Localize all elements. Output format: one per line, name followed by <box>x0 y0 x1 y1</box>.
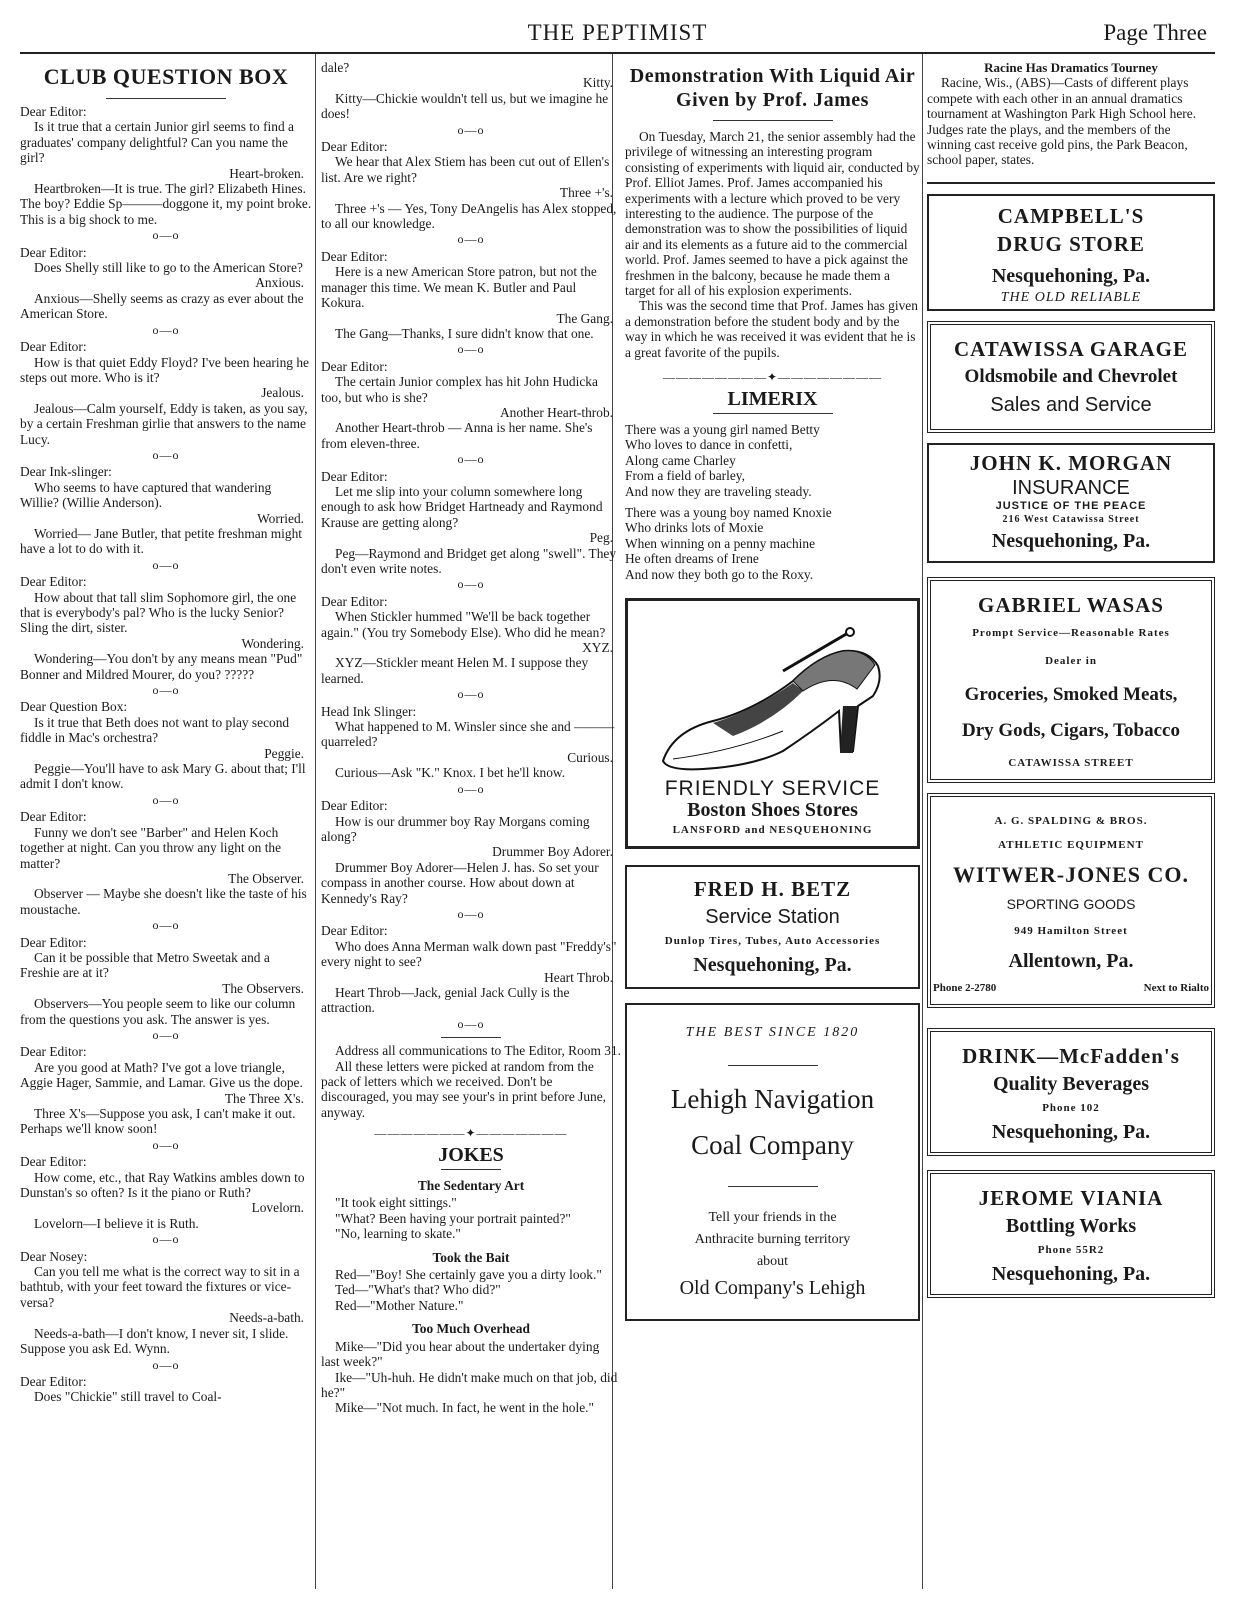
letter-signature: Kitty. <box>582 75 613 91</box>
ad-subtitle: Service Station <box>705 906 840 929</box>
letter-body: Who does Anna Merman walk down past "Freddy's" every night to see? <box>321 938 617 970</box>
ad-business-name: WITWER-JONES CO. <box>952 862 1190 888</box>
letter-salutation: Dear Nosey: <box>20 1248 88 1264</box>
ad-locations: LANSFORD and NESQUEHONING <box>672 823 873 836</box>
letter-body: How about that tall slim Sophomore girl, the one that is everybody's pal? Who is the lucky Senior? Sling the dirt, sister. <box>20 589 297 636</box>
letter-item <box>20 1044 312 1153</box>
limerick-line: Who loves to dance in confetti, <box>625 437 793 453</box>
letter-answer: The Gang—Thanks, I sure didn't know that one. <box>335 325 594 341</box>
joke-line: Red—"Boy! She certainly gave you a dirty look." <box>335 1267 602 1283</box>
letter-signature: Wondering. <box>241 635 304 651</box>
letter-salutation: Dear Editor: <box>321 593 388 609</box>
letter-answer: Anxious—Shelly seems as crazy as ever about the American Store. <box>20 290 304 322</box>
ad-rule <box>728 1186 818 1187</box>
ad-detail: Prompt Service—Reasonable Rates <box>972 627 1170 640</box>
letter-signature: Heart-broken. <box>229 165 304 181</box>
separator: o—o <box>457 577 485 592</box>
ad-store-name: Boston Shoes Stores <box>687 798 858 821</box>
joke-line: "It took eight sittings." <box>335 1195 457 1211</box>
ad-detail: Dunlop Tires, Tubes, Auto Accessories <box>664 935 881 948</box>
ad-slogan: Old Company's Lehigh <box>679 1276 866 1299</box>
letter-body: Can you tell me what is the correct way to sit in a bathtub, with your feet toward the fixtures or vice-versa? <box>20 1264 300 1310</box>
letter-answer: Curious—Ask "K." Knox. I bet he'll know. <box>335 765 566 781</box>
letter-answer: Heartbroken—It is true. The girl? Elizabeth Hines. The boy? Eddie Sp———doggone it, my point broke. This is a big shock to me. <box>20 181 312 227</box>
letter-salutation: Dear Editor: <box>20 244 87 260</box>
letter-salutation: Dear Editor: <box>321 798 388 814</box>
ad-business-name: GABRIEL WASAS <box>978 593 1164 618</box>
letter-item <box>20 245 312 338</box>
letter-body: Funny we don't see "Barber" and Helen Koch together at night. Can you throw any light on the matter? <box>20 824 282 871</box>
letter-salutation: Dear Editor: <box>321 139 388 155</box>
letter-answer: Worried— Jane Butler, that petite freshman might have a lot to do with it. <box>20 525 302 557</box>
heading-rule <box>441 1169 501 1170</box>
letter-body: Does "Chickie" still travel to Coal- <box>34 1389 222 1405</box>
jokes-heading: JOKES <box>438 1143 504 1166</box>
letter-signature: Jealous. <box>261 385 304 401</box>
limerick-line: He often dreams of Irene <box>625 551 759 567</box>
ad-address: 949 Hamilton Street <box>1014 924 1128 937</box>
separator: o—o <box>152 447 180 462</box>
separator-rule <box>441 1037 501 1038</box>
limerick-line: There was a young girl named Betty <box>625 421 820 437</box>
witwer-jones-ad <box>927 793 1215 1008</box>
letter-salutation: Dear Editor: <box>20 1044 87 1060</box>
separator: o—o <box>152 322 180 337</box>
ad-subtitle: INSURANCE <box>1012 477 1130 500</box>
letter-salutation: Dear Editor: <box>20 809 87 825</box>
letter-answer: Lovelorn—I believe it is Ruth. <box>34 1215 199 1231</box>
ad-location: Nesquehoning, Pa. <box>991 530 1151 553</box>
john-morgan-insurance-ad <box>927 443 1215 563</box>
joke-line: Ted—"What's that? Who did?" <box>335 1282 501 1298</box>
ad-company-name: Lehigh Navigation <box>670 1083 875 1114</box>
letter-signature: The Observers. <box>222 980 304 996</box>
ad-products: Dry Gods, Cigars, Tobacco <box>962 720 1180 742</box>
limerix-heading: LIMERIX <box>727 387 818 410</box>
ad-rule <box>728 1065 818 1066</box>
letter-signature: The Observer. <box>228 870 304 886</box>
letter-item <box>321 139 621 248</box>
letter-answer: Kitty—Chickie wouldn't tell us, but we imagine he does! <box>321 90 609 122</box>
news-brief-title: Racine Has Dramatics Tourney <box>984 60 1158 75</box>
letter-signature: Drummer Boy Adorer. <box>492 844 613 860</box>
ad-tagline: THE OLD RELIABLE <box>1000 289 1142 305</box>
joke-line: Mike—"Not much. In fact, he went in the hole." <box>335 1400 594 1416</box>
letter-item <box>321 923 621 1032</box>
catawissa-garage-ad <box>927 321 1215 433</box>
letter-item <box>20 935 312 1044</box>
letter-body: How is our drummer boy Ray Morgans coming along? <box>321 813 590 844</box>
letter-signature: Another Heart-throb. <box>499 404 613 420</box>
letter-salutation: Dear Editor: <box>20 574 87 590</box>
ad-business-name: FRED H. BETZ <box>693 877 852 902</box>
ad-location: Nesquehoning, Pa. <box>693 954 852 977</box>
fred-betz-ad <box>625 865 920 989</box>
separator: o—o <box>152 918 180 933</box>
letter-item <box>20 699 312 808</box>
letter-answer: Another Heart-throb — Anna is her name. She's from eleven-three. <box>321 420 593 451</box>
joke <box>321 1321 621 1415</box>
letter-salutation: Dear Editor: <box>321 468 388 484</box>
joke <box>321 1178 621 1242</box>
ad-location: Allentown, Pa. <box>1008 949 1134 972</box>
letter-body: When Stickler hummed "We'll be back together again." (You try Somebody Else). Who did he mean? <box>321 609 606 640</box>
letter-item <box>321 249 621 358</box>
article-paragraph: This was the second time that Prof. James has given a demonstration before the student body and by the way in which he was received it was evident that he is a great favorite of the pupils. <box>625 298 918 360</box>
ad-phone: Phone 102 <box>1042 1102 1100 1115</box>
letters-list <box>20 104 312 1373</box>
letters-list <box>321 139 621 1032</box>
boston-shoes-ad <box>625 598 920 849</box>
section-heading: CLUB QUESTION BOX <box>43 64 289 89</box>
ads-column <box>927 60 1215 1308</box>
letter-signature: The Gang. <box>556 310 613 326</box>
editor-note: All these letters were picked at random from the pack of letters which we received. Don't be discouraged, you may see your's in print before June, anyway. <box>321 1058 607 1120</box>
letter-body: How come, etc., that Ray Watkins ambles down to Dunstan's so often? Is it the piano or Ruth? <box>20 1169 305 1201</box>
joke-title: The Sedentary Art <box>417 1178 525 1194</box>
joke-line: Mike—"Did you hear about the undertaker dying last week?" <box>321 1338 600 1370</box>
limerick <box>625 422 920 499</box>
limerick-line: And now they are traveling steady. <box>625 483 812 499</box>
letter-salutation: Dear Question Box: <box>20 699 128 715</box>
limerick <box>625 505 920 582</box>
letter-answer: Three +'s — Yes, Tony DeAngelis has Alex stopped, to all our knowledge. <box>321 200 617 232</box>
separator: o—o <box>152 228 180 243</box>
limerick-line: From a field of barley, <box>625 468 745 484</box>
letter-answer: Needs-a-bath—I don't know, I never sit, I slide. Suppose you ask Ed. Wynn. <box>20 1325 289 1357</box>
separator: o—o <box>152 1027 180 1042</box>
masthead-rule <box>20 52 1215 54</box>
ad-address: 216 West Catawissa Street <box>1002 514 1140 526</box>
letter-salutation: Head Ink Slinger: <box>321 703 417 719</box>
separator: o—o <box>152 1232 180 1247</box>
separator: o—o <box>457 1016 485 1031</box>
letter-answer: Drummer Boy Adorer—Helen J. has. So set your compass in another course. How about down at Kennedy's Ray? <box>321 859 599 906</box>
ad-text: Anthracite burning territory <box>694 1231 851 1247</box>
limerick-line: Who drinks lots of Moxie <box>625 520 764 536</box>
joke-line: Red—"Mother Nature." <box>335 1297 464 1313</box>
ad-brands: Oldsmobile and Chevrolet <box>964 366 1178 388</box>
letter-item <box>321 798 621 922</box>
ad-subtitle: Bottling Works <box>1005 1215 1137 1238</box>
divider <box>927 182 1215 184</box>
letter-signature: Anxious. <box>255 275 304 291</box>
jerome-viania-ad <box>927 1170 1215 1298</box>
letter-salutation: Dear Editor: <box>20 339 87 355</box>
address-note: Address all communications to The Editor, Room 31. <box>335 1043 621 1059</box>
letter-signature: Heart Throb. <box>544 969 613 985</box>
ad-footer <box>933 981 1209 996</box>
letter-body: How is that quiet Eddy Floyd? I've been hearing he steps out more. Who is it? <box>20 354 309 385</box>
letter-body: We hear that Alex Stiem has been cut out of Ellen's list. Are we right? <box>321 154 610 185</box>
letter-answer: XYZ—Stickler meant Helen M. I suppose they learned. <box>321 655 589 686</box>
letter-body: The certain Junior complex has hit John Hudicka too, but who is she? <box>321 374 598 405</box>
article-headline: Demonstration With Liquid Air Given by Prof. James <box>629 65 916 111</box>
letter-signature: The Three X's. <box>224 1090 304 1106</box>
separator: o—o <box>457 906 485 921</box>
ad-note: Next to Rialto <box>1143 981 1209 994</box>
joke <box>321 1250 621 1314</box>
letter-item <box>321 594 621 703</box>
ad-text: about <box>756 1253 789 1269</box>
letter-salutation: Dear Editor: <box>20 1154 87 1170</box>
limerick-line: When winning on a penny machine <box>625 535 816 551</box>
ad-detail: JUSTICE OF THE PEACE <box>995 500 1147 513</box>
separator: o—o <box>152 683 180 698</box>
ad-address: CATAWISSA STREET <box>1008 757 1134 770</box>
separator: o—o <box>457 687 485 702</box>
news-column <box>625 60 920 1321</box>
joke-title: Too Much Overhead <box>412 1321 530 1337</box>
mcfadden-beverages-ad <box>927 1028 1215 1156</box>
letter-answer: Heart Throb—Jack, genial Jack Cully is the attraction. <box>321 984 570 1016</box>
letter-signature: XYZ. <box>582 640 613 656</box>
letter-salutation: Dear Editor: <box>321 358 388 374</box>
ad-products: Groceries, Smoked Meats, <box>964 684 1178 706</box>
letter-item <box>20 104 312 244</box>
separator: o—o <box>457 452 485 467</box>
letter-item <box>20 574 312 698</box>
column-divider <box>315 54 316 1589</box>
separator: o—o <box>457 342 485 357</box>
ad-business-name: JOHN K. MORGAN <box>969 451 1173 476</box>
letter-answer: Three X's—Suppose you ask, I can't make it out. Perhaps we'll know soon! <box>20 1106 296 1137</box>
letter-salutation: Dear Editor: <box>321 923 388 939</box>
letter-body: Is it true that a certain Junior girl seems to find a graduates' company delightful? Can you name the girl? <box>20 119 294 166</box>
separator: ————————✦———————— <box>662 370 883 385</box>
letter-signature: Lovelorn. <box>251 1200 304 1216</box>
letter-body: Let me slip into your column somewhere long enough to ask how Bridget Hartneady and Raymond Krause are getting along? <box>321 483 603 530</box>
letter-salutation: Dear Editor: <box>20 1373 87 1389</box>
ad-location: Nesquehoning, Pa. <box>991 1263 1151 1286</box>
ad-detail: Dealer in <box>1045 655 1097 668</box>
newspaper-title: THE PEPTIMIST <box>527 20 708 45</box>
letter-body: Who seems to have captured that wandering Willie? (Willie Anderson). <box>20 479 272 511</box>
letter-item <box>321 704 621 797</box>
separator: o—o <box>457 122 485 137</box>
letter-body: What happened to M. Winsler since she and ——— quarreled? <box>321 719 615 750</box>
ad-business-name: CATAWISSA GARAGE <box>953 337 1189 362</box>
letter-signature: Peggie. <box>264 745 304 761</box>
letter-signature: Peg. <box>589 530 613 546</box>
ad-detail: A. G. SPALDING & BROS. <box>994 815 1148 828</box>
joke-line: Ike—"Uh-huh. He didn't make much on that job, did he?" <box>321 1369 618 1400</box>
letter-body: Is it true that Beth does not want to play second fiddle in Mac's orchestra? <box>20 714 290 746</box>
letter-signature: Curious. <box>567 749 613 765</box>
ad-text: Tell your friends in the <box>708 1209 837 1225</box>
letter-salutation: Dear Editor: <box>20 934 87 950</box>
letter-answer: Observers—You people seem to like our column from the questions you ask. The answer is yes. <box>20 996 296 1027</box>
limerick-line: And now they both go to the Roxy. <box>625 566 814 582</box>
letter-signature: Worried. <box>257 510 304 526</box>
letter-item <box>321 469 621 593</box>
letter-salutation: Dear Editor: <box>20 104 87 119</box>
separator: o—o <box>152 1357 180 1372</box>
letter-signature: Needs-a-bath. <box>229 1310 304 1326</box>
campbell-drug-store-ad <box>927 194 1215 311</box>
letter-answer: Wondering—You don't by any means mean "Pud" Bonner and Mildred Mourer, do you? ????? <box>20 651 303 682</box>
letter-item <box>20 1249 312 1373</box>
jokes-list <box>321 1178 621 1416</box>
shoe-illustration <box>643 611 903 776</box>
heading-rule <box>106 98 226 99</box>
letter-item <box>20 339 312 463</box>
letter-answer: Observer — Maybe she doesn't like the taste of his moustache. <box>20 886 307 917</box>
letter-body: Can it be possible that Metro Sweetak and a Freshie are at it? <box>20 949 270 981</box>
letter-salutation: Dear Editor: <box>321 248 388 264</box>
joke-title: Took the Bait <box>432 1249 510 1265</box>
letter-body: Does Shelly still like to go to the American Store? <box>34 260 303 276</box>
ad-phone: Phone 2-2780 <box>933 981 997 994</box>
heading-rule <box>713 413 833 414</box>
masthead <box>20 14 1215 54</box>
page-number: Page Three <box>1103 20 1207 45</box>
letter-answer: Peg—Raymond and Bridget get along "swell". They don't even write notes. <box>321 545 617 576</box>
letter-answer: Peggie—You'll have to ask Mary G. about that; I'll admit I don't know. <box>20 761 306 792</box>
ad-location: Nesquehoning, Pa. <box>991 1121 1151 1144</box>
letter-signature: Three +'s. <box>559 185 613 201</box>
column-divider <box>922 54 923 1589</box>
gabriel-wasas-ad <box>927 577 1215 783</box>
ad-business-name: DRINK—McFadden's <box>962 1044 1180 1069</box>
ad-headline: FRIENDLY SERVICE <box>664 777 881 801</box>
letter-item <box>321 359 621 468</box>
club-question-box-continued <box>321 60 621 1416</box>
letter-answer: Jealous—Calm yourself, Eddy is taken, as you say, by a certain Freshman girlie that answers to the name Lucy. <box>20 400 308 447</box>
ad-subtitle: Quality Beverages <box>992 1073 1150 1096</box>
separator: o—o <box>152 792 180 807</box>
letter-item <box>20 809 312 933</box>
separator: o—o <box>457 781 485 796</box>
ad-company-name: Coal Company <box>691 1129 854 1160</box>
separator: o—o <box>152 557 180 572</box>
letter-body: Are you good at Math? I've got a love triangle, Aggie Hager, Sammie, and Lamar. Give us the dope. <box>20 1059 303 1091</box>
lehigh-coal-ad <box>625 1003 920 1320</box>
ad-location: Nesquehoning, Pa. <box>991 264 1151 287</box>
ad-business-name: DRUG STORE <box>997 231 1145 256</box>
letter-body: dale? <box>321 60 350 75</box>
limerick-line: Along came Charley <box>625 452 736 468</box>
letter-item <box>20 464 312 573</box>
letter-item <box>20 1154 312 1247</box>
ad-phone: Phone 55R2 <box>1037 1244 1105 1257</box>
ad-subtitle: Sales and Service <box>990 394 1152 417</box>
separator: o—o <box>152 1137 180 1152</box>
ad-business-name: JEROME VIANIA <box>978 1186 1164 1211</box>
ad-business-name: CAMPBELL'S <box>997 203 1145 228</box>
ad-subtitle: SPORTING GOODS <box>1006 896 1136 913</box>
joke-line: "What? Been having your portrait painted?" <box>335 1210 571 1226</box>
separator: ———————✦——————— <box>374 1126 568 1141</box>
article-paragraph: On Tuesday, March 21, the senior assembly had the privilege of witnessing an interesting program consisting of experiments with liquid air, conducted by Prof. Elliot James. Prof. James accompanied his experiments with a lecture which proved to be very interesting to the audience. The purpose of the demonstration was to show the possibilities of liquid air and its elements as a future aid to the commercial world. Prof. James seemed to have a pick against the freshmen in the balcony, because he made them a target for all of his explosion experiments. <box>625 129 920 299</box>
club-question-box-column <box>20 60 312 1405</box>
joke-line: "No, learning to skate." <box>335 1226 461 1242</box>
separator: o—o <box>457 232 485 247</box>
letter-body: Here is a new American Store patron, but not the manager this time. We mean K. Butler and Paul Kokura. <box>321 264 597 311</box>
limerick-line: There was a young boy named Knoxie <box>625 504 832 520</box>
news-brief-body: Racine, Wis., (ABS)—Casts of different plays compete with each other in an annual dramatics tournament at Washington Park High School here. Judges rate the plays, and the members of the winning cast receive gold pins, the Park Beacon, school paper, states. <box>927 75 1197 168</box>
ad-tagline: THE BEST SINCE 1820 <box>685 1025 860 1041</box>
heading-rule <box>713 120 833 121</box>
letter-salutation: Dear Ink-slinger: <box>20 464 112 480</box>
ad-detail: ATHLETIC EQUIPMENT <box>998 839 1144 852</box>
